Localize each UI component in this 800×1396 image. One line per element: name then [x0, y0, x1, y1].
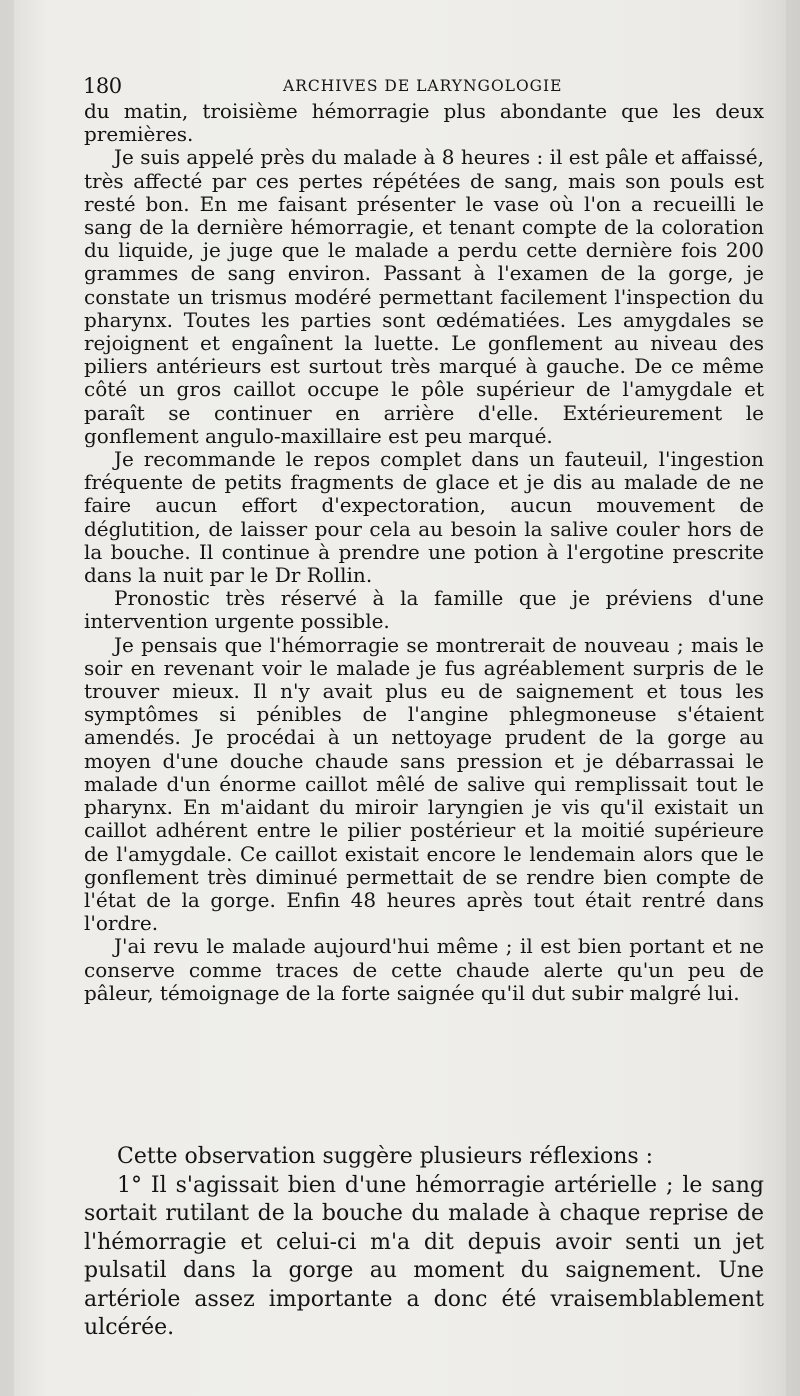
main-text: [84, 100, 764, 1005]
paragraph: Je suis appelé près du malade à 8 heures : il est pâle et affaissé, très affecté par ces pertes répétées de sang, mais son pouls est resté bon. En me faisant présenter le vase où l'on a recueilli le sang de la dernière hémorragie, et tenant compte de la coloration du liquide, je juge que le malade a perdu cette dernière fois 200 grammes de sang environ. Passant à l'examen de la gorge, je constate un trismus modéré permettant facilement l'inspection du pharynx. Toutes les parties sont œdématiées. Les amygdales se rejoignent et engaînent la luette. Le gonflement au niveau des piliers antérieurs est surtout très marqué à gauche. De ce même côté un gros caillot occupe le pôle supérieur de l'amygdale et paraît se continuer en arrière d'elle. Extérieurement le gonflement angulo-maxillaire est peu marqué.: [84, 145, 764, 448]
paragraph: Cette observation suggère plusieurs réflexions :: [117, 1144, 654, 1169]
paragraph: du matin, troisième hémorragie plus abondante que les deux premières.: [84, 99, 764, 147]
reflections-section: [84, 1143, 764, 1343]
paragraph: Pronostic très réservé à la famille que je préviens d'une intervention urgente possible.: [84, 586, 764, 634]
paragraph: J'ai revu le malade aujourd'hui même ; il est bien portant et ne conserve comme traces de cette chaude alerte qu'un peu de pâleur, témoignage de la forte saignée qu'il dut subir malgré lui.: [84, 934, 764, 1005]
page-number: 180: [83, 74, 122, 98]
paragraph: Je pensais que l'hémorragie se montrerait de nouveau ; mais le soir en revenant voir le malade je fus agréablement surpris de le trouver mieux. Il n'y avait plus eu de saignement et tous les symptômes si pénibles de l'angine phlegmoneuse s'étaient amendés. Je procédai à un nettoyage prudent de la gorge au moyen d'une douche chaude sans pression et je débarrassai le malade d'un énorme caillot mêlé de salive qui remplissait tout le pharynx. En m'aidant du miroir laryngien je vis qu'il existait un caillot adhérent entre le pilier postérieur et la moitié supérieure de l'amygdale. Ce caillot existait encore le lendemain alors que le gonflement très diminué permettait de se rendre bien compte de l'état de la gorge. Enfin 48 heures après tout était rentré dans l'ordre.: [84, 632, 764, 936]
paragraph: Je recommande le repos complet dans un fauteuil, l'ingestion fréquente de petits fragments de glace et je dis au malade de ne faire aucun effort d'expectoration, aucun mouvement de déglutition, de laisser pour cela au besoin la salive couler hors de la bouche. Il continue à prendre une potion à l'ergotine prescrite dans la nuit par le Dr Rollin.: [84, 447, 764, 588]
running-title: ARCHIVES DE LARYNGOLOGIE: [283, 77, 563, 95]
paragraph: 1° Il s'agissait bien d'une hémorragie artérielle ; le sang sortait rutilant de la bouche du malade à chaque reprise de l'hémorragie et celui-ci m'a dit depuis avoir senti un jet pulsatil dans la gorge au moment du saignement. Une artériole assez importante a donc été vraisemblablement ulcérée.: [84, 1172, 764, 1340]
page-header: [83, 74, 773, 100]
